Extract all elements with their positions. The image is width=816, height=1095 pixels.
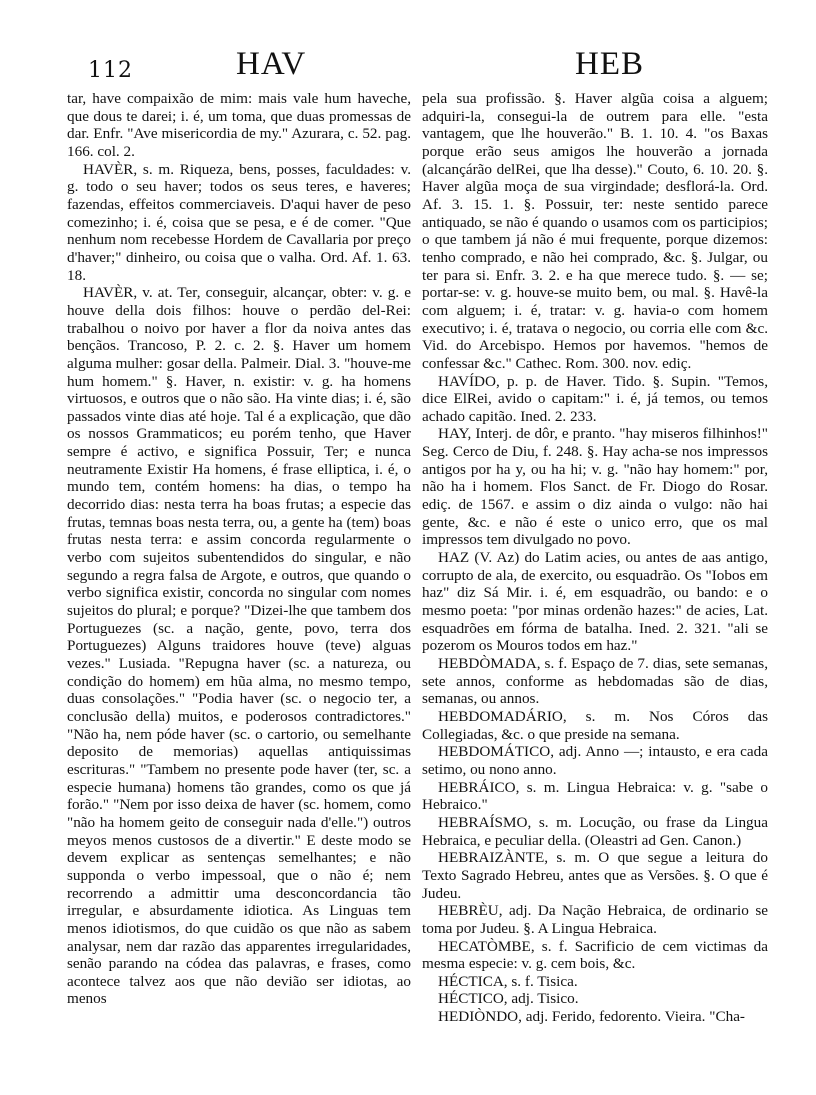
entry-hebdomatico: HEBDOMÁTICO, adj. Anno —; intausto, e era cada setimo, ou nono anno.	[422, 743, 768, 778]
entry-continuation: tar, have compaixão de mim: mais vale hum haveche, que dous te darei; i. é, um toma, que duas promessas de dar. Enfr. "Ave misericordia de my." Azurara, c. 52. pag. 166. col. 2.	[67, 90, 411, 160]
page-number: 112	[88, 58, 133, 83]
entry-hebdomadario: HEBDOMADÁRIO, s. m. Nos Córos das Collegiadas, &c. o que preside na semana.	[422, 707, 768, 743]
running-head-left: HAV	[236, 46, 307, 82]
entry-haver-noun: HAVÈR, s. m. Riqueza, bens, posses, faculdades: v. g. todo o seu haver; todos os seus teres, e haveres; fazendas, effeitos commerciaveis. D'aqui haver de peso comezinho; i. é, coisa que se pesa, e é de comer. "Que nenhum nom recebesse Hordem de Cavallaria por preço d'haver;" dinheiro, ou coisa que o valha. Ord. Af. 1. 63. 18.	[67, 160, 411, 284]
entry-hebraico: HEBRÁICO, s. m. Lingua Hebraica: v. g. "sabe o Hebraico."	[422, 778, 768, 814]
running-head-right: HEB	[575, 46, 644, 82]
entry-haver-verb: HAVÈR, v. at. Ter, conseguir, alcançar, obter: v. g. e houve della dois filhos: houve o perdão del-Rei: trabalhou o noivo por haver a flor da noiva antes das bençãos. Trancoso, P. 2. c. 2. §. Haver um homem alguma mulher: gosar della. Palmeir. Dial. 3. "houve-me hum homem." §. Haver, n. existir: v. g. ha homens virtuosos, e outros que o não são. Ha vinte dias; i. é, são passados vinte dias até hoje. Tal é a explicação, que dão os nossos Grammaticos; eu porém tenho, que Haver sempre é activo, e significa Possuir, Ter; e nunca neutramente Existir Ha homens, é frase elliptica, i. é, o mundo tem, contém homens: ha dias, o tempo ha decorrido dias: nesta terra ha boas frutas; a especie das frutas, temnas boas nesta terra, ou, a gente ha (tem) boas frutas nesta terra: e assim concorda regularmente o verbo com sujeitos subentendidos do singular, e não segundo a regra falsa de Argote, e outros, que quando o verbo significa existir, concorda no singular com nomes sujeitos do plural; e porque? "Dizei-lhe que tambem dos Portuguezes (sc. a nação, gente, povo, terra dos Portuguezes) Alguns traidores houve (teve) alguas vezes." Lusiada. "Repugna haver (sc. a natureza, ou condição do homem) em hũa alma, no mesmo tempo, duas consolações." "Podia haver (sc. o negocio ter, a conclusão della) muitos, e poderosos contradictores." "Não ha, nem póde haver (sc. o cartorio, ou semelhante deposito de memorias) aquellas antiquissimas escrituras." "Tambem no presente pode haver (ter, sc. a especie humana) homens tão grandes, como os que já forão." "Nem por isso deixa de haver (sc. homem, como "não ha homem geito de conseguir nada d'elle.") outros meyos menos custosos de a divertir." E deste modo se devem explicar as sentenças semelhantes; e não supponda o verbo impessoal, que o não é; nem recorrendo a admittir uma desconcordancia tão irregular, e absurdamente idiotica. As Linguas tem menos idiotismos, do que cuidão os que não as sabem analysar, nem dar razão das apparentes irregularidades, senão parando na códea das palavras, e frases, como acontece talvez aos que não devião ser idiotas, ao menos	[67, 284, 411, 1008]
entry-haz: HAZ (V. Az) do Latim acies, ou antes de aas antigo, corrupto de ala, de exercito, ou esquadrão. Os "Iobos em haz" diz Sá Mir. i. é, em esquadrão, ou bando: e o mesmo poeta: "por minas ordenão hazes:" de acies, Lat. esquadrões em fórma de batalha. Ined. 2. 321. "ali se pozerom os Mouros todos em haz."	[422, 549, 768, 655]
entry-hecatombe: HECATÒMBE, s. f. Sacrificio de cem victimas da mesma especie: v. g. cem bois, &c.	[422, 937, 768, 973]
entry-hebreu: HEBRÈU, adj. Da Nação Hebraica, de ordinario se toma por Judeu. §. A Lingua Hebraica.	[422, 902, 768, 937]
entry-hay: HAY, Interj. de dôr, e pranto. "hay miseros filhinhos!" Seg. Cerco de Diu, f. 248. §. Hay acha-se nos impressos antigos por ha y, ou ha hi; v. g. "não hay homem:" por, não ha i homem. Flos Sanct. de Fr. Diogo do Rosar. ediç. de 1567. e assim o diz ainda o vulgo: não hai gente, &c. e não é este o unico erro, que os mal impressos tem divulgado no povo.	[422, 425, 768, 549]
entry-continuation: pela sua profissão. §. Haver algũa coisa a alguem; adquiri-la, consegui-la de outrem para elle. "esta vantagem, que lhe houverão." B. 1. 10. 4. "os Baxas porque erão seus amigos lhe houverão a jornada (alcançárão delRei, que lha desse)." Couto, 6. 10. 20. §. Haver algũa moça de sua virgindade; desflorá-la. Ord. Af. 3. 15. 1. §. Possuir, ter: neste sentido parece antiquado, se não é quando o usamos com os participios; o que tambem já não é mui frequente, porque dizemos: tenho comprado, e não hei comprado, &c. §. Julgar, ou ter para si. Enfr. 3. 2. e ha que merece tudo. §. — se; portar-se: v. g. houve-se muito bem, ou mal. §. Havê-la com alguem; i. é, tratar: v. g. havia-o com homem executivo; i. é, tratava o negocio, ou corria elle com &c. Vid. do Arcebispo. Hemos por havemos. "hemos de confessar &c." Cathec. Rom. 300. nov. ediç.	[422, 90, 768, 372]
entry-hectica: HÉCTICA, s. f. Tisica.	[438, 972, 578, 990]
entry-hebraizante: HEBRAIZÀNTE, s. m. O que segue a leitura do Texto Sagrado Hebreu, antes que as Versões. §. O que é Judeu.	[422, 849, 768, 902]
right-column	[422, 90, 768, 1080]
entry-hediondo: HEDIÒNDO, adj. Ferido, fedorento. Vieira. "Cha-	[438, 1008, 745, 1026]
entry-hebdomada: HEBDÒMADA, s. f. Espaço de 7. dias, sete semanas, sete annos, conforme as hebdomadas são de dias, semanas, ou annos.	[422, 655, 768, 708]
entry-hebraismo: HEBRAÍSMO, s. m. Locução, ou frase da Lingua Hebraica, e peculiar della. (Oleastri ad Gen. Canon.)	[422, 813, 768, 849]
entry-havido: HAVÍDO, p. p. de Haver. Tido. §. Supin. "Temos, dice ElRei, avido o capitam:" i. é, já temos, ou temos achado capitão. Ined. 2. 233.	[422, 372, 768, 425]
left-column	[67, 90, 411, 1080]
entry-hectico: HÉCTICO, adj. Tisico.	[438, 990, 579, 1008]
